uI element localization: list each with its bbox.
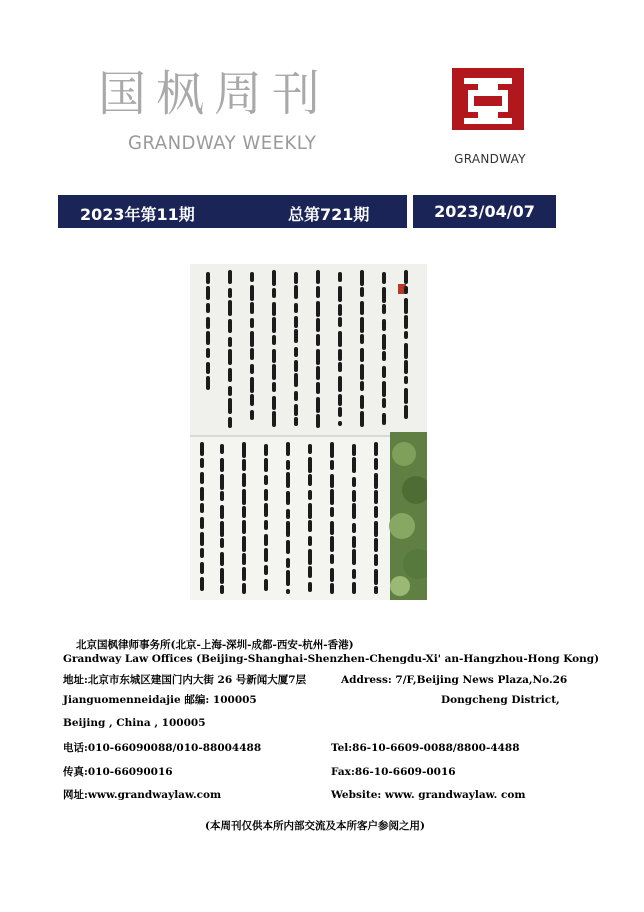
issue-number: 2023年第11期 <box>80 205 195 224</box>
firm-name-cn: 北京国枫律师事务所(北京-上海-深圳-成都-西安-杭州-香港) <box>76 639 354 651</box>
footnote: (本周刊仅供本所内部交流及本所客户参阅之用) <box>205 820 425 832</box>
fax-cn: 传真:010-66090016 <box>63 766 173 778</box>
grandway-logo-icon <box>452 68 524 130</box>
publication-title-en: GRANDWAY WEEKLY <box>128 132 317 154</box>
address-en-line1: Address: 7/F,Beijing News Plaza,No.26 <box>341 674 568 686</box>
firm-name-en: Grandway Law Offices (Beijing-Shanghai-Shenzhen-Chengdu-Xi' an-Hangzhou-Hong Kong) <box>63 653 600 665</box>
issue-bar <box>58 195 407 228</box>
calligraphy-photo-icon <box>190 264 427 600</box>
total-issue-number: 总第721期 <box>288 205 370 224</box>
issue-date-bar <box>413 195 556 228</box>
address-en-line4: Beijing , China , 100005 <box>63 717 206 729</box>
issue-date: 2023/04/07 <box>434 202 535 221</box>
fax-en: Fax:86-10-6609-0016 <box>331 766 456 778</box>
website-cn: 网址:www.grandwaylaw.com <box>63 789 222 801</box>
website-en: Website: www. grandwaylaw. com <box>331 789 526 801</box>
publication-title-cn: 国枫周刊 <box>98 66 331 122</box>
phone-cn: 电话:010-66090088/010-88004488 <box>63 742 262 754</box>
address-en-line2: Jianguomenneidajie 邮编: 100005 <box>63 694 257 706</box>
address-en-line3: Dongcheng District, <box>441 694 560 706</box>
phone-en: Tel:86-10-6609-0088/8800-4488 <box>331 742 520 754</box>
address-cn: 地址:北京市东城区建国门内大街 26 号新闻大厦7层 <box>63 674 307 686</box>
logo-wordmark: GRANDWAY <box>454 152 526 166</box>
